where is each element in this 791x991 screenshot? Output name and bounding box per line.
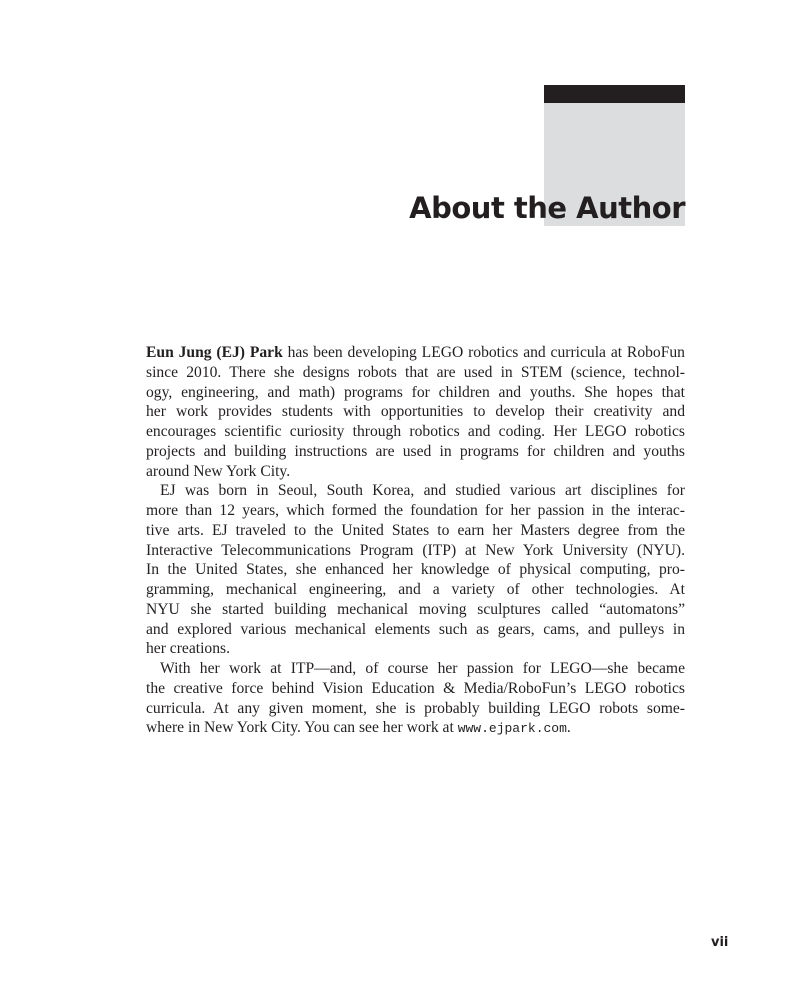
text-segment: projects and building instructions are used in programs for children and youths <box>146 442 685 460</box>
text-segment: the creative force behind Vision Education & Media/RoboFun’s LEGO robotics <box>146 679 685 697</box>
text-segment: where in New York City. You can see her work at <box>146 719 458 737</box>
text-line <box>146 541 685 561</box>
text-line <box>146 363 685 383</box>
text-segment: since 2010. There she designs robots that are used in STEM (science, technol- <box>146 363 685 381</box>
text-line <box>146 560 685 580</box>
text-segment: tive arts. EJ traveled to the United States to earn her Masters degree from the <box>146 521 685 539</box>
text-line <box>146 620 685 640</box>
text-line <box>146 699 685 719</box>
text-line <box>146 501 685 521</box>
page-title: About the Author <box>409 191 685 225</box>
text-line <box>146 442 685 462</box>
text-segment: Interactive Telecommunications Program (ITP) at New York University (NYU). <box>146 541 685 559</box>
text-line <box>146 639 685 659</box>
text-segment: her work provides students with opportunities to develop their creativity and <box>146 403 685 421</box>
text-segment: NYU she started building mechanical moving sculptures called “automatons” <box>146 600 685 618</box>
text-line <box>146 600 685 620</box>
text-segment: around New York City. <box>146 462 291 480</box>
text-segment: has been developing LEGO robotics and curricula at RoboFun <box>282 344 685 361</box>
text-segment: more than 12 years, which formed the foundation for her passion in the interac- <box>146 502 685 519</box>
website-link[interactable]: www.ejpark.com <box>457 721 567 737</box>
text-segment: In the United States, she enhanced her knowledge of physical computing, pro- <box>146 561 685 579</box>
text-segment: encourages scientific curiosity through robotics and coding. Her LEGO robotics <box>146 423 685 440</box>
text-line <box>146 383 685 403</box>
text-line <box>146 679 685 699</box>
text-segment: and explored various mechanical elements such as gears, cams, and pulleys in <box>146 620 685 638</box>
text-line <box>146 521 685 541</box>
text-line <box>146 659 685 679</box>
text-segment: her creations. <box>146 640 230 658</box>
author-bio <box>146 343 685 738</box>
text-line <box>146 481 685 501</box>
text-segment: gramming, mechanical engineering, and a variety of other technologies. At <box>146 581 685 598</box>
text-segment: ogy, engineering, and math) programs for children and youths. She hopes that <box>146 383 685 401</box>
text-line <box>146 422 685 442</box>
header-black-bar <box>544 85 685 103</box>
text-line <box>146 718 685 738</box>
text-segment: With her work at ITP—and, of course her passion for LEGO—she became <box>160 660 685 677</box>
author-name: Eun Jung (EJ) Park <box>146 344 283 361</box>
text-line <box>146 580 685 600</box>
text-line <box>146 462 685 482</box>
text-segment: . <box>566 719 571 737</box>
text-line <box>146 402 685 422</box>
page-number: vii <box>711 935 729 950</box>
text-line <box>146 343 685 363</box>
text-segment: curricula. At any given moment, she is probably building LEGO robots some- <box>146 699 685 717</box>
text-segment: EJ was born in Seoul, South Korea, and studied various art disciplines for <box>160 482 685 500</box>
